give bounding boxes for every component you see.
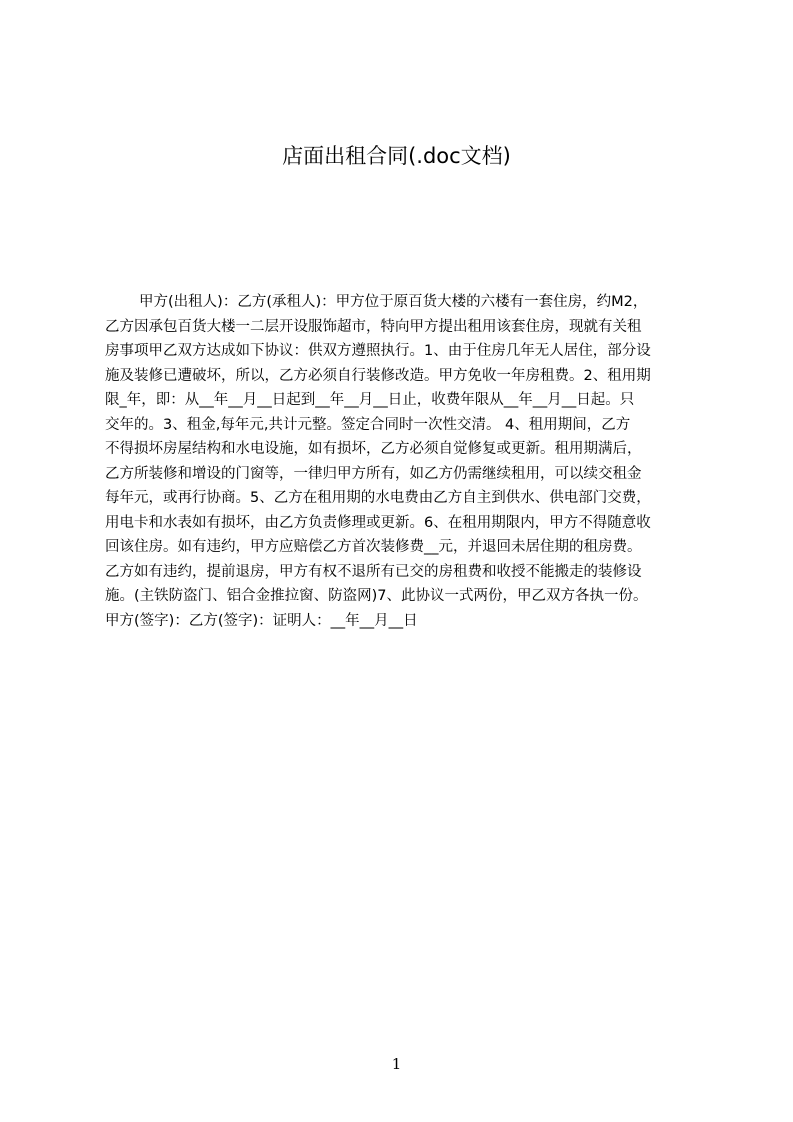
paragraph-line: 每年元，或再行协商。5、乙方在租用期的水电费由乙方自主到供水、供电部门交费， <box>105 490 651 506</box>
paragraph-line: 回该住房。如有违约，甲方应赔偿乙方首次装修费__元，并退回未居住期的租房费。 <box>105 539 642 555</box>
paragraph-line: 房事项甲乙双方达成如下协议：供双方遵照执行。1、由于住房几年无人居住，部分设 <box>105 343 651 359</box>
paragraph-line: 用电卡和水表如有损坏，由乙方负责修理或更新。6、在租用期限内，甲方不得随意收 <box>105 514 651 531</box>
paragraph-line: 施及装修已遭破坏，所以，乙方必须自行装修改造。甲方免收一年房租费。2、租用期 <box>105 367 651 384</box>
paragraph-line: 乙方如有违约，提前退房，甲方有权不退所有已交的房租费和收授不能搬走的装修设 <box>105 563 642 580</box>
paragraph-line: 甲方(出租人)：乙方(承租人)：甲方位于原百货大楼的六楼有一套住房，约M2， <box>139 294 648 310</box>
page-number: 1 <box>391 1055 402 1073</box>
paragraph-line: 交年的。3、租金,每年元,共计元整。签定合同时一次性交清。 4、租用期间，乙方 <box>105 416 631 433</box>
document-title: 店面出租合同(.doc文档) <box>282 144 511 168</box>
paragraph-line: 不得损坏房屋结构和水电设施，如有损坏，乙方必须自觉修复或更新。租用期满后， <box>105 441 642 457</box>
paragraph-line: 乙方所装修和增设的门窗等，一律归甲方所有，如乙方仍需继续租用，可以续交租金 <box>105 465 642 482</box>
signature-line: 甲方(签字)：乙方(签字)：证明人：__年__月__日 <box>105 612 418 629</box>
paragraph-line: 限_年，即：从__年__月__日起到__年__月__日止，收费年限从__年__月__日起。只 <box>105 392 635 408</box>
contract-body <box>105 290 695 633</box>
paragraph-line: 施。(主铁防盗门、铝合金推拉窗、防盗网)7、此协议一式两份，甲乙双方各执一份。 <box>105 588 648 604</box>
paragraph-line: 乙方因承包百货大楼一二层开设服饰超市，特向甲方提出租用该套住房，现就有关租 <box>105 318 642 335</box>
